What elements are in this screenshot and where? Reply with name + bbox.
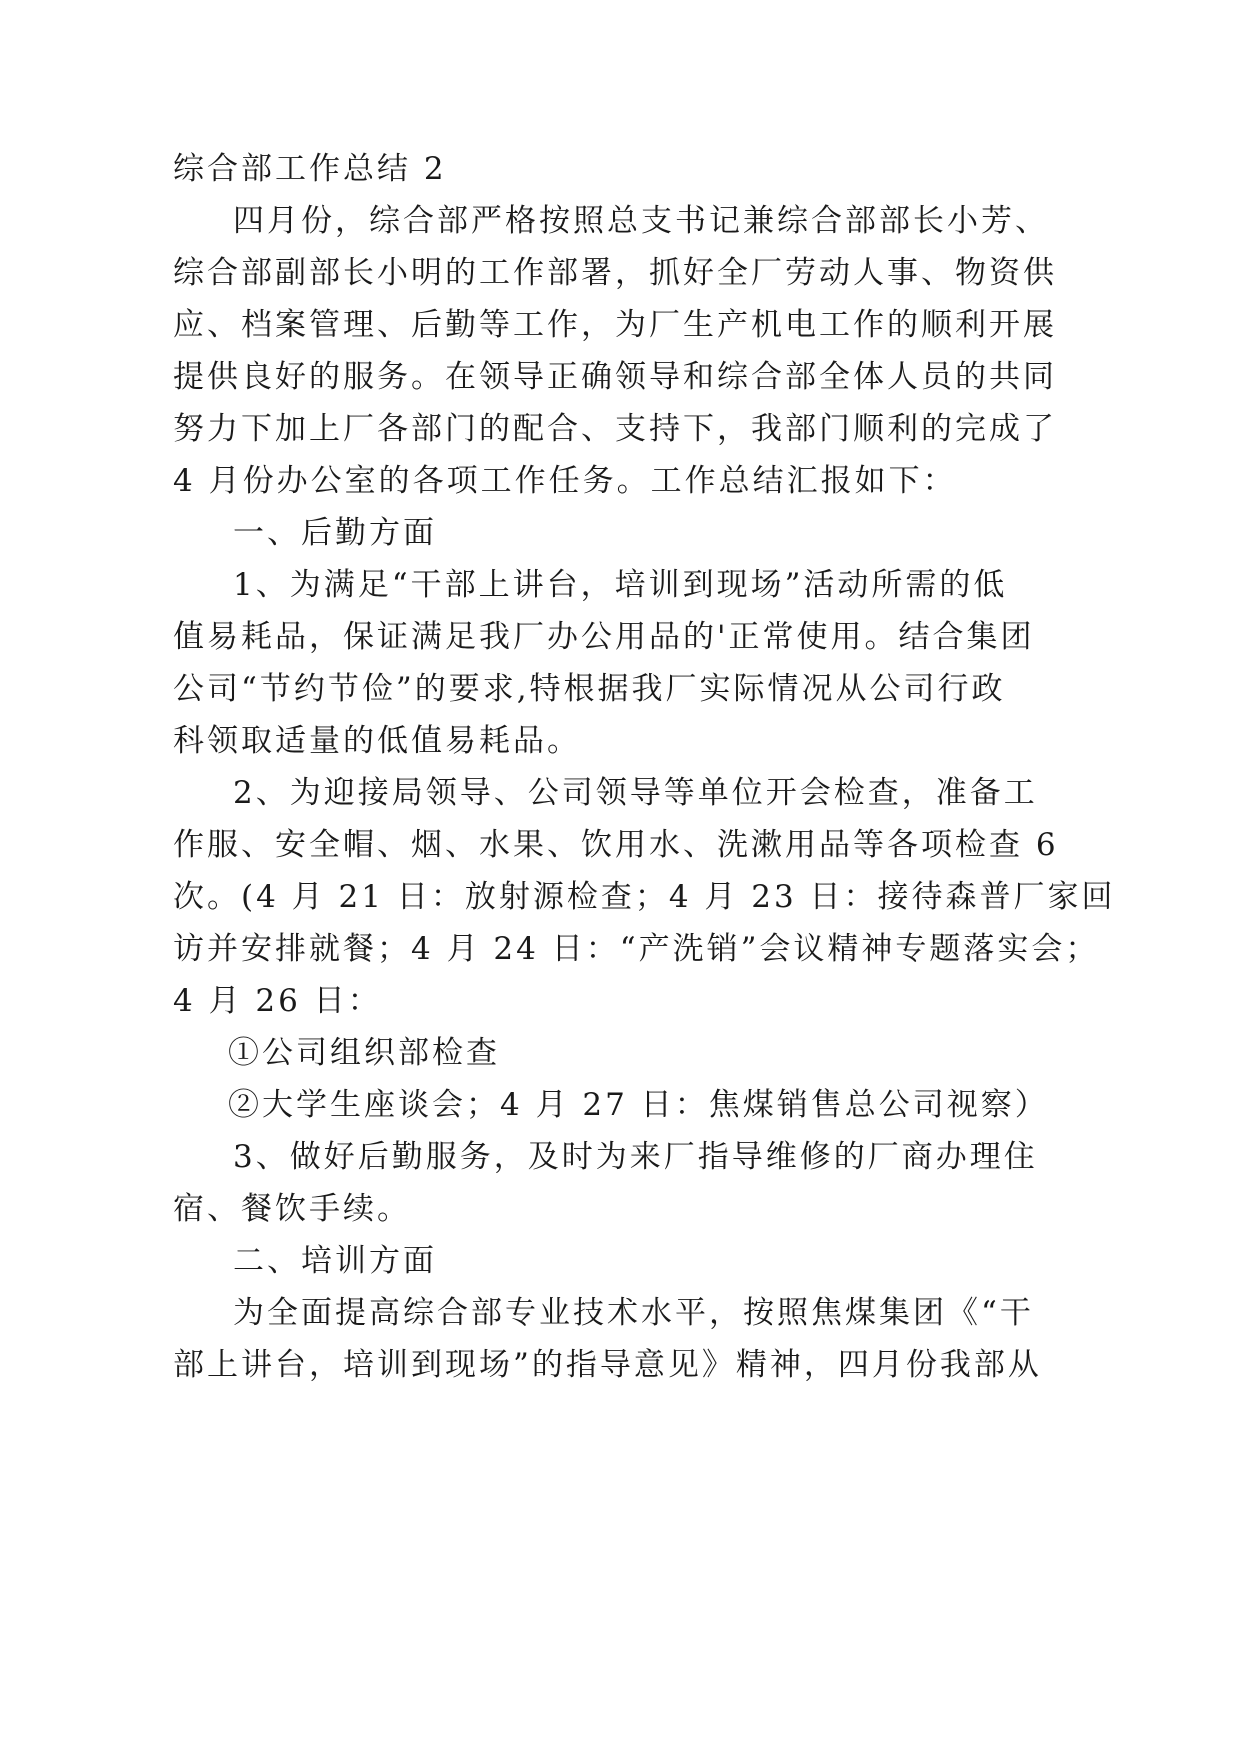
paragraph-line: 努力下加上厂各部门的配合、支持下，我部门顺利的完成了 — [173, 411, 1057, 447]
paragraph-line: 作服、安全帽、烟、水果、饮用水、洗漱用品等各项检查 6 — [173, 827, 1059, 863]
section-heading: 二、培训方面 — [233, 1243, 437, 1279]
paragraph-line: 值易耗品，保证满足我厂办公用品的'正常使用。结合集团 — [173, 619, 1035, 655]
paragraph-line: 四月份，综合部严格按照总支书记兼综合部部长小芳、 — [233, 203, 1049, 239]
list-item: ②大学生座谈会；4 月 27 日：焦煤销售总公司视察） — [228, 1087, 1049, 1123]
paragraph-line: 3、做好后勤服务，及时为来厂指导维修的厂商办理住 — [233, 1139, 1038, 1175]
paragraph-line: 科领取适量的低值易耗品。 — [173, 723, 581, 759]
paragraph-line: 综合部副部长小明的工作部署，抓好全厂劳动人事、物资供 — [173, 255, 1057, 291]
paragraph-line: 2、为迎接局领导、公司领导等单位开会检查，准备工 — [233, 775, 1038, 811]
paragraph-line: 次。(4 月 21 日：放射源检查；4 月 23 日：接待森普厂家回 — [173, 879, 1116, 915]
paragraph-line: 提供良好的服务。在领导正确领导和综合部全体人员的共同 — [173, 359, 1057, 395]
paragraph-line: 访并安排就餐；4 月 24 日：“产洗销”会议精神专题落实会； — [173, 931, 1100, 967]
paragraph-line: 4 月 26 日： — [173, 983, 382, 1019]
paragraph-line: 应、档案管理、后勤等工作，为厂生产机电工作的顺利开展 — [173, 307, 1057, 343]
section-heading: 一、后勤方面 — [233, 515, 437, 551]
paragraph-line: 为全面提高综合部专业技术水平，按照焦煤集团《“干 — [233, 1295, 1034, 1331]
document-title: 综合部工作总结 2 — [173, 151, 447, 187]
list-item: ①公司组织部检查 — [228, 1035, 500, 1071]
paragraph-line: 部上讲台，培训到现场”的指导意见》精神，四月份我部从 — [173, 1347, 1042, 1383]
paragraph-line: 公司“节约节俭”的要求,特根据我厂实际情况从公司行政 — [173, 671, 1006, 707]
paragraph-line: 宿、餐饮手续。 — [173, 1191, 411, 1227]
paragraph-line: 4 月份办公室的各项工作任务。工作总结汇报如下： — [173, 463, 957, 499]
paragraph-line: 1、为满足“干部上讲台，培训到现场”活动所需的低 — [233, 567, 1008, 603]
